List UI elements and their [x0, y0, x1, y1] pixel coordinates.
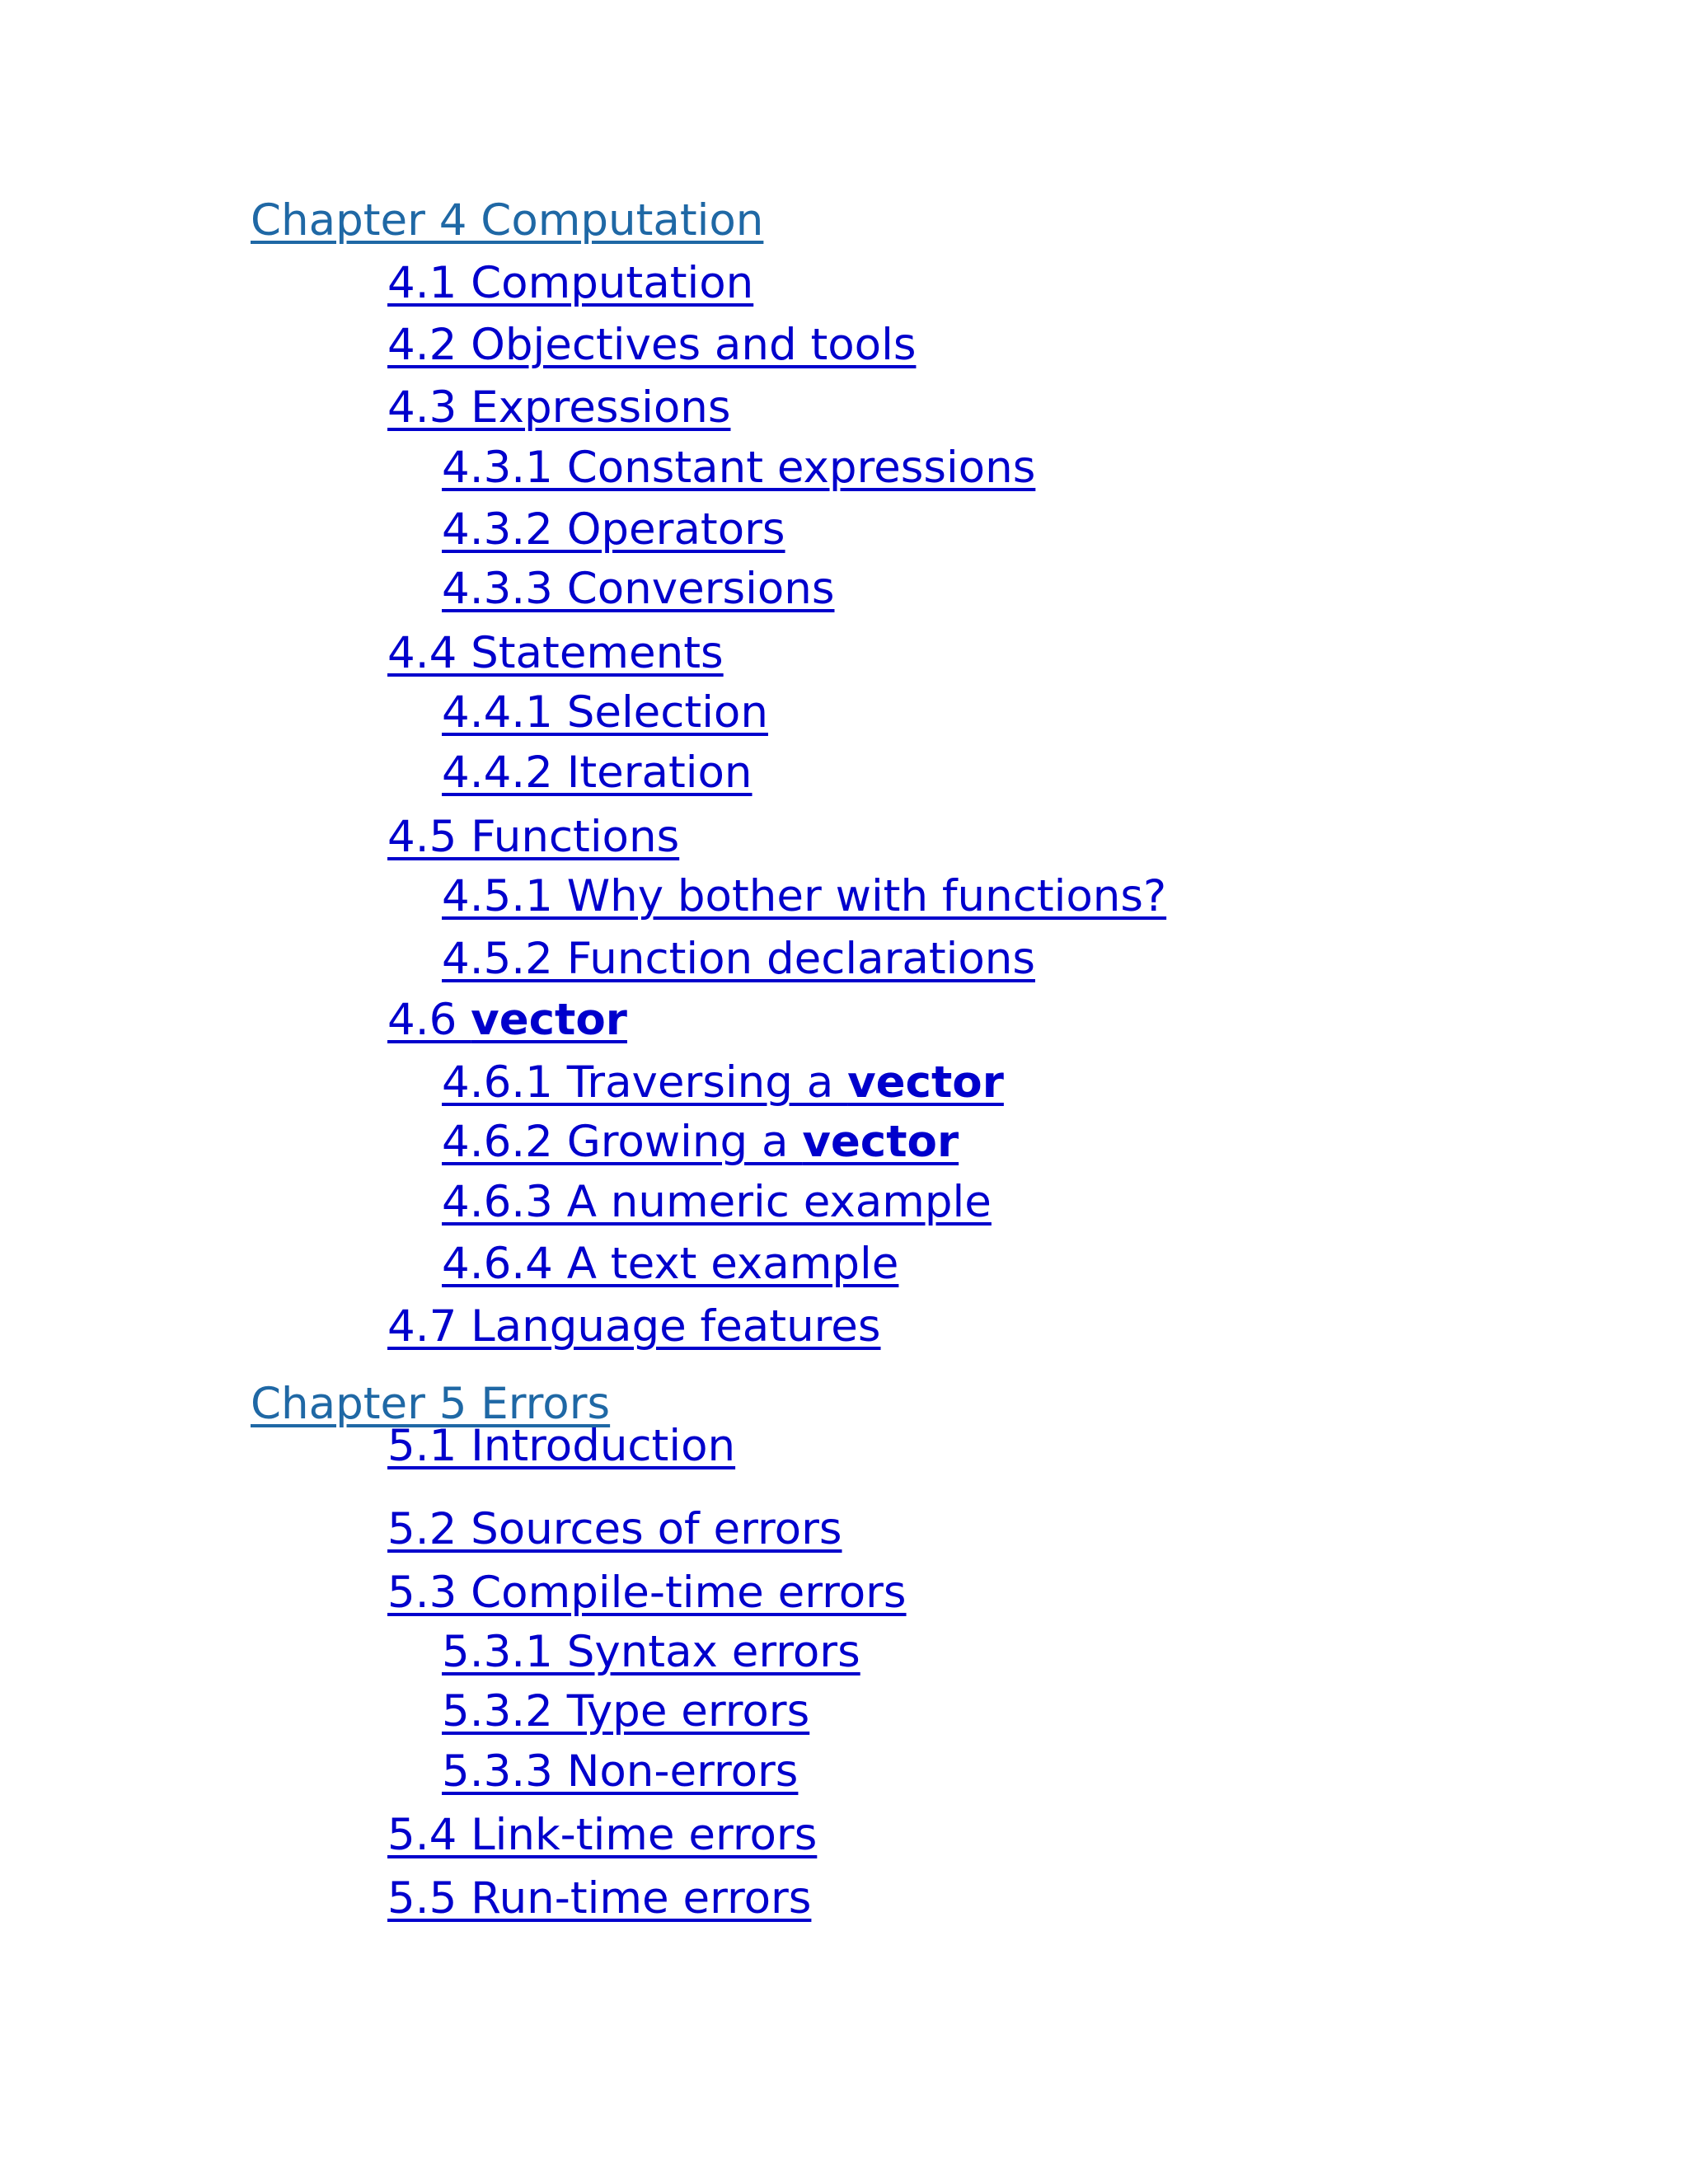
toc-section-5-4-link[interactable]: 5.4 Link-time errors: [387, 1810, 818, 1860]
toc-section-4-5-link[interactable]: 4.5 Functions: [387, 812, 680, 862]
toc-chapter-5-link[interactable]: Chapter 5 Errors: [251, 1379, 611, 1429]
toc-section-5-3-2-link[interactable]: 5.3.2 Type errors: [442, 1686, 810, 1736]
toc-section-4-4-link[interactable]: 4.4 Statements: [387, 628, 724, 678]
toc-section-4-3-1-link[interactable]: 4.3.1 Constant expressions: [442, 443, 1036, 493]
toc-section-4-4-2-link[interactable]: 4.4.2 Iteration: [442, 748, 753, 798]
toc-section-4-6-4-link[interactable]: 4.6.4 A text example: [442, 1239, 899, 1289]
toc-section-4-6-2-keyword: vector: [802, 1117, 959, 1167]
toc-section-4-7-link[interactable]: 4.7 Language features: [387, 1301, 881, 1352]
toc-section-4-6-1-link[interactable]: [442, 1057, 1004, 1109]
toc-section-4-6-link[interactable]: [387, 994, 627, 1047]
toc-section-4-6-number: 4.6: [387, 995, 471, 1045]
toc-section-4-6-1-text: 4.6.1 Traversing a: [442, 1057, 848, 1108]
toc-section-4-6-keyword: vector: [471, 995, 627, 1045]
toc-section-5-5-link[interactable]: 5.5 Run-time errors: [387, 1873, 812, 1924]
toc-section-4-3-3-link[interactable]: 4.3.3 Conversions: [442, 564, 835, 614]
toc-section-4-1-link[interactable]: 4.1 Computation: [387, 258, 754, 308]
toc-section-5-1-link[interactable]: 5.1 Introduction: [387, 1421, 736, 1471]
toc-section-4-4-1-link[interactable]: 4.4.1 Selection: [442, 687, 768, 738]
toc-section-5-3-1-link[interactable]: 5.3.1 Syntax errors: [442, 1627, 860, 1677]
toc-section-4-5-1-link[interactable]: 4.5.1 Why bother with functions?: [442, 871, 1167, 921]
toc-section-5-3-link[interactable]: 5.3 Compile-time errors: [387, 1568, 907, 1618]
toc-section-4-3-2-link[interactable]: 4.3.2 Operators: [442, 504, 785, 555]
toc-section-4-5-2-link[interactable]: 4.5.2 Function declarations: [442, 934, 1035, 984]
toc-chapter-4-link[interactable]: Chapter 4 Computation: [251, 195, 764, 246]
toc-section-5-3-3-link[interactable]: 5.3.3 Non-errors: [442, 1746, 799, 1797]
toc-section-4-6-1-keyword: vector: [847, 1057, 1004, 1108]
toc-section-5-2-link[interactable]: 5.2 Sources of errors: [387, 1504, 842, 1554]
toc-section-4-6-2-link[interactable]: [442, 1116, 959, 1169]
toc-section-4-2-link[interactable]: 4.2 Objectives and tools: [387, 320, 917, 370]
toc-section-4-3-link[interactable]: 4.3 Expressions: [387, 382, 731, 433]
toc-section-4-6-2-text: 4.6.2 Growing a: [442, 1117, 803, 1167]
toc-section-4-6-3-link[interactable]: 4.6.3 A numeric example: [442, 1177, 992, 1227]
